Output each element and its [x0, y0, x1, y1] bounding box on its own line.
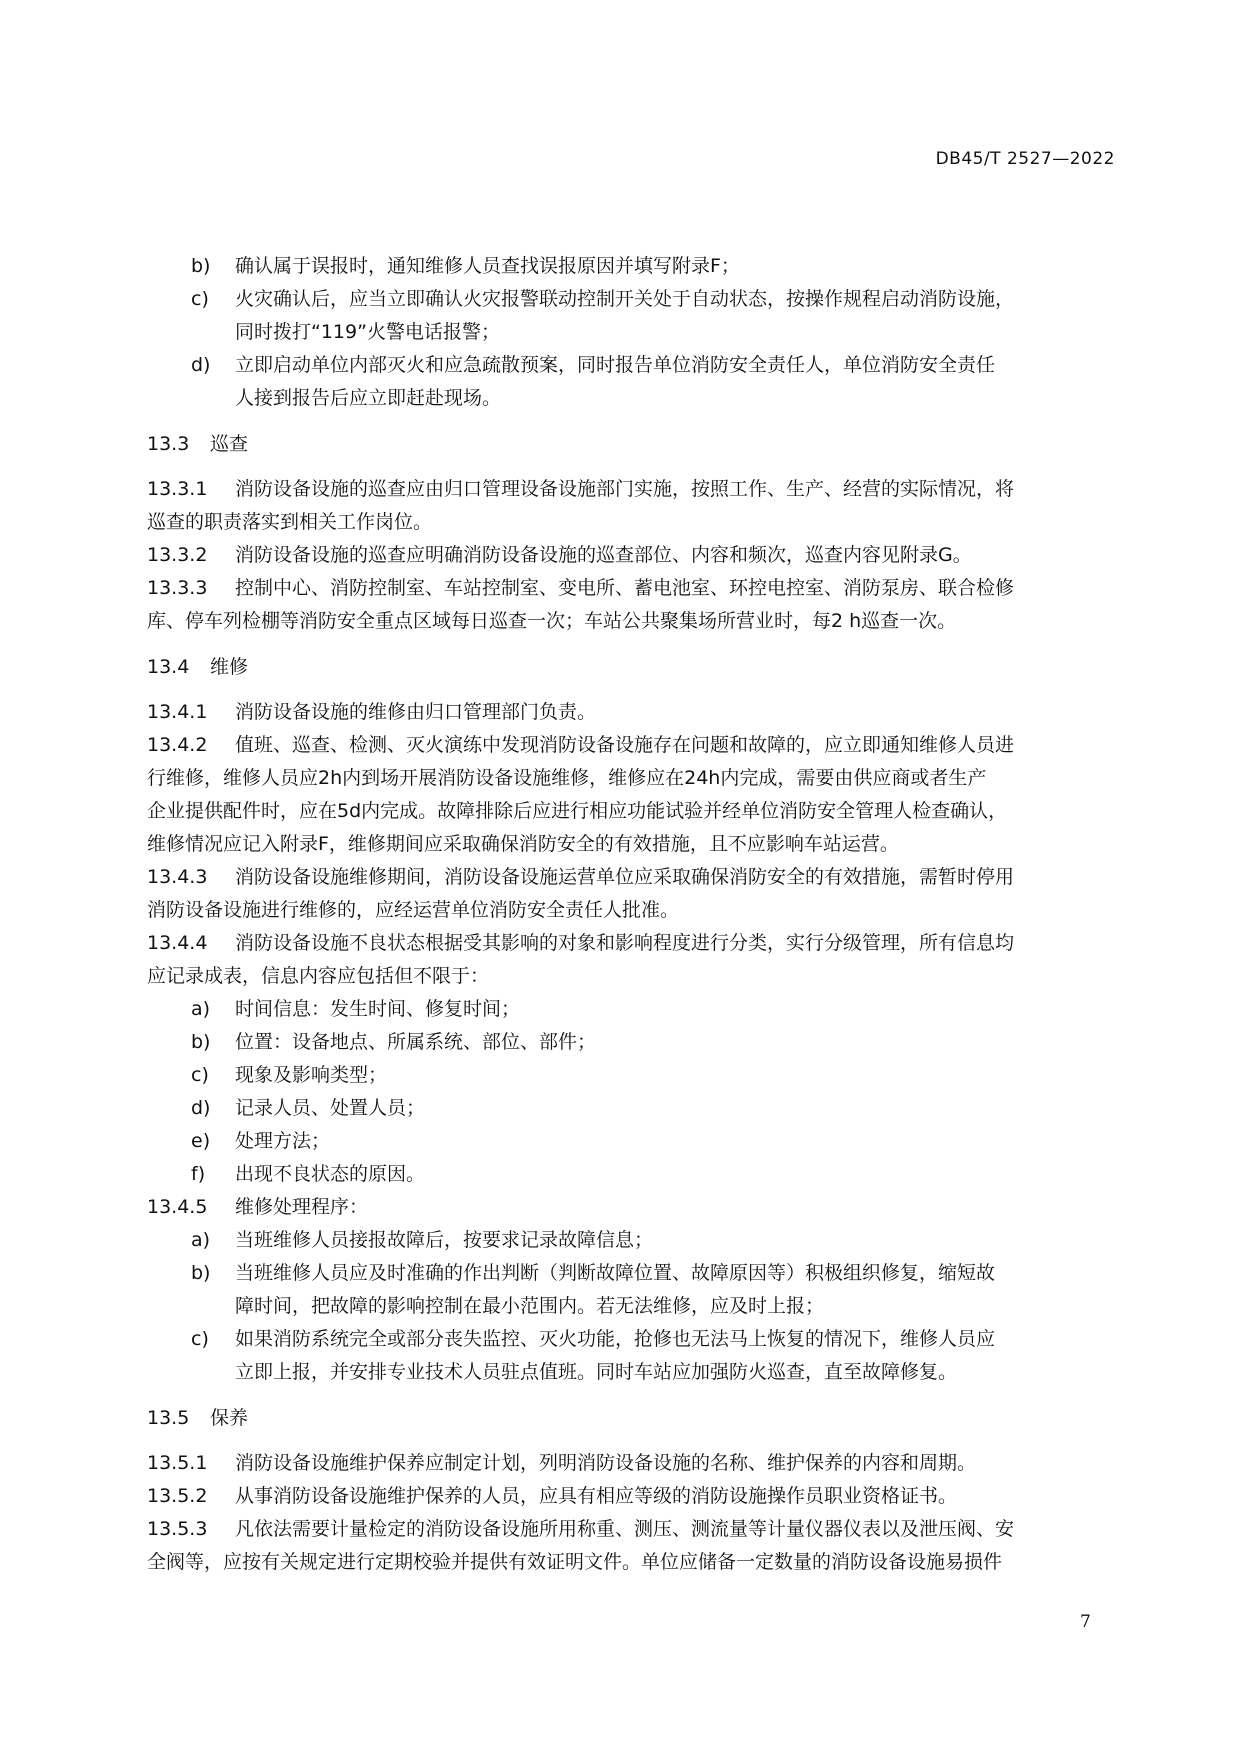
list-item	[191, 1125, 330, 1157]
list-item-continuation	[191, 382, 501, 414]
item-text: 火灾确认后，应当立即确认火灾报警联动控制开关处于自动状态，按操作规程启动消防设施，	[235, 288, 1015, 310]
item-text: 处理方法；	[235, 1130, 331, 1152]
clause-text: 应记录成表，信息内容应包括但不限于：	[147, 965, 490, 987]
item-text: 当班维修人员接报故障后，按要求记录故障信息；	[235, 1229, 654, 1251]
list-item	[191, 1224, 653, 1256]
clause-continuation	[147, 605, 956, 637]
clause-number: 13.5.2	[147, 1485, 208, 1507]
clause-continuation	[147, 795, 1007, 827]
clause-number: 13.4.2	[147, 734, 208, 756]
item-label: a)	[191, 998, 211, 1020]
clause-text: 从事消防设备设施维护保养的人员，应具有相应等级的消防设施操作员职业资格证书。	[235, 1485, 958, 1507]
item-label: e)	[191, 1130, 211, 1152]
clause-text: 消防设备设施的维修由归口管理部门负责。	[235, 701, 597, 723]
section-number: 13.4	[147, 656, 190, 678]
item-text: 同时拨打“119”火警电话报警；	[235, 321, 500, 343]
item-text: 时间信息：发生时间、修复时间；	[235, 998, 521, 1020]
clause-text: 企业提供配件时，应在5d内完成。故障排除后应进行相应功能试验并经单位消防安全管理人检查确认，	[147, 800, 1008, 822]
item-text: 障时间，把故障的影响控制在最小范围内。若无法维修，应及时上报；	[235, 1295, 825, 1317]
list-item-continuation	[191, 316, 500, 348]
list-item	[191, 283, 1014, 315]
clause-text: 维修情况应记入附录F，维修期间应采取确保消防安全的有效措施，且不应影响车站运营。	[147, 833, 899, 855]
item-text: 人接到报告后应立即赶赴现场。	[235, 387, 502, 409]
clause-number: 13.4.5	[147, 1196, 208, 1218]
item-text: 出现不良状态的原因。	[235, 1163, 426, 1185]
item-label: b)	[191, 1031, 211, 1053]
clause-text: 消防设备设施的巡查应明确消防设备设施的巡查部位、内容和频次，巡查内容见附录G。	[235, 544, 972, 566]
clause-number: 13.3.3	[147, 577, 208, 599]
clause-number: 13.4.3	[147, 866, 208, 888]
clause-text: 消防设备设施进行维修的，应经运营单位消防安全责任人批准。	[147, 899, 680, 921]
clause-text: 消防设备设施维修期间，消防设备设施运营单位应采取确保消防安全的有效措施，需暂时停用	[235, 866, 1015, 888]
clause-number: 13.5.1	[147, 1452, 208, 1474]
list-item	[191, 1059, 387, 1091]
item-label: a)	[191, 1229, 211, 1251]
page-number: 7	[1080, 1612, 1091, 1632]
item-label: d)	[191, 354, 211, 376]
clause-text: 巡查的职责落实到相关工作岗位。	[147, 511, 433, 533]
clause-13-3-2	[147, 539, 972, 571]
clause-13-5-3	[147, 1513, 1014, 1545]
item-text: 确认属于误报时，通知维修人员查找误报原因并填写附录F；	[235, 255, 740, 277]
clause-number: 13.3.1	[147, 478, 208, 500]
item-label: d)	[191, 1097, 211, 1119]
clause-continuation	[147, 506, 432, 538]
clause-text: 凡依法需要计量检定的消防设备设施所用称重、测压、测流量等计量仪器仪表以及泄压阀、安	[235, 1518, 1015, 1540]
list-item	[191, 1257, 995, 1289]
item-label: c)	[191, 1328, 209, 1350]
clause-number: 13.3.2	[147, 544, 208, 566]
clause-number: 13.4.4	[147, 932, 208, 954]
clause-text: 消防设备设施维护保养应制定计划，列明消防设备设施的名称、维护保养的内容和周期。	[235, 1452, 977, 1474]
section-heading-13-5	[147, 1402, 248, 1434]
item-text: 现象及影响类型；	[235, 1064, 388, 1086]
clause-number: 13.4.1	[147, 701, 208, 723]
list-item	[191, 1323, 995, 1355]
section-number: 13.3	[147, 433, 190, 455]
clause-continuation	[147, 960, 489, 992]
clause-number: 13.5.3	[147, 1518, 208, 1540]
clause-text: 值班、巡查、检测、灭火演练中发现消防设备设施存在问题和故障的，应立即通知维修人员进	[235, 734, 1015, 756]
clause-text: 控制中心、消防控制室、车站控制室、变电所、蓄电池室、环控电控室、消防泵房、联合检修	[235, 577, 1015, 599]
clause-continuation	[147, 762, 986, 794]
item-label: b)	[191, 1262, 211, 1284]
list-item-continuation	[191, 1356, 957, 1388]
clause-text: 消防设备设施的巡查应由归口管理设备设施部门实施，按照工作、生产、经营的实际情况，将	[235, 478, 1015, 500]
clause-text: 全阀等，应按有关规定进行定期校验并提供有效证明文件。单位应储备一定数量的消防设备设施易损件	[147, 1551, 1003, 1573]
section-title: 维修	[210, 656, 249, 678]
list-item	[191, 1092, 425, 1124]
clause-13-3-3	[147, 572, 1014, 604]
clause-13-4-3	[147, 861, 1014, 893]
item-label: b)	[191, 255, 211, 277]
list-item	[191, 349, 995, 381]
clause-text: 维修处理程序：	[235, 1196, 369, 1218]
clause-text: 行维修，维修人员应2h内到场开展消防设备设施维修，维修应在24h内完成，需要由供应商或者生产	[147, 767, 987, 789]
list-item	[191, 993, 520, 1025]
clause-13-3-1	[147, 473, 1014, 505]
item-text: 立即上报，并安排专业技术人员驻点值班。同时车站应加强防火巡查，直至故障修复。	[235, 1361, 958, 1383]
item-text: 立即启动单位内部灭火和应急疏散预案，同时报告单位消防安全责任人，单位消防安全责任	[235, 354, 996, 376]
clause-text: 消防设备设施不良状态根据受其影响的对象和影响程度进行分类，实行分级管理，所有信息均	[235, 932, 1015, 954]
item-text: 如果消防系统完全或部分丧失监控、灭火功能，抢修也无法马上恢复的情况下，维修人员应	[235, 1328, 996, 1350]
section-title: 巡查	[210, 433, 249, 455]
item-label: c)	[191, 1064, 209, 1086]
clause-13-5-2	[147, 1480, 957, 1512]
item-label: f)	[191, 1163, 206, 1185]
section-heading-13-4	[147, 651, 248, 683]
clause-13-4-5	[147, 1191, 368, 1223]
item-text: 当班维修人员应及时准确的作出判断（判断故障位置、故障原因等）积极组织修复，缩短故	[235, 1262, 996, 1284]
clause-continuation	[147, 828, 899, 860]
clause-13-4-4	[147, 927, 1014, 959]
section-heading-13-3	[147, 428, 248, 460]
clause-continuation	[147, 894, 679, 926]
list-item	[191, 1158, 425, 1190]
item-text: 记录人员、处置人员；	[235, 1097, 426, 1119]
item-text: 位置：设备地点、所属系统、部位、部件；	[235, 1031, 597, 1053]
document-id: DB45/T 2527—2022	[935, 149, 1115, 169]
list-item	[191, 1026, 596, 1058]
clause-13-4-1	[147, 696, 596, 728]
section-title: 保养	[210, 1407, 249, 1429]
clause-13-4-2	[147, 729, 1014, 761]
item-label: c)	[191, 288, 209, 310]
clause-text: 库、停车列检棚等消防安全重点区域每日巡查一次；车站公共聚集场所营业时，每2 h巡查一次。	[147, 610, 957, 632]
list-item-continuation	[191, 1290, 824, 1322]
section-number: 13.5	[147, 1407, 190, 1429]
clause-13-5-1	[147, 1447, 976, 1479]
list-item	[191, 250, 740, 282]
clause-continuation	[147, 1546, 1002, 1578]
